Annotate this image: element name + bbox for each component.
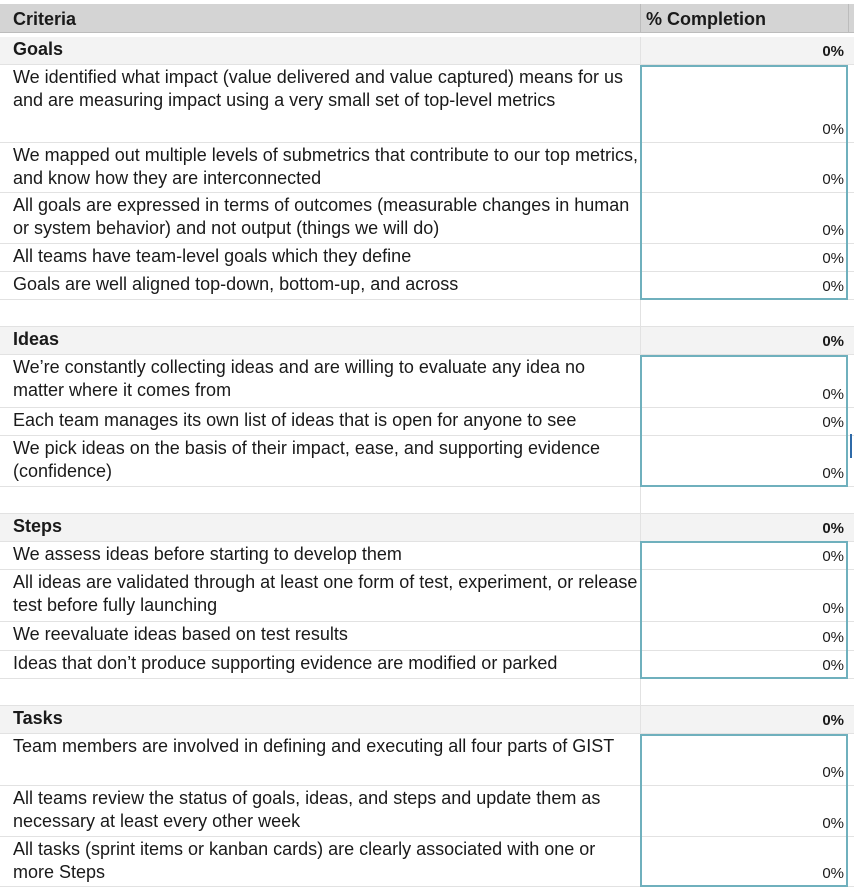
section-title: Steps (13, 516, 63, 536)
criteria-text: All ideas are validated through at least one form of test, experiment, or release test before fully launching (13, 572, 638, 615)
column-divider (640, 408, 641, 435)
cell-cursor-marker (850, 434, 852, 458)
empty-row (0, 679, 854, 706)
criteria-row[interactable] (0, 570, 854, 622)
completion-cell[interactable]: 0% (822, 121, 844, 138)
column-divider (640, 837, 641, 886)
completion-cell[interactable]: 0% (822, 815, 844, 832)
criteria-row[interactable] (0, 408, 854, 436)
criteria-text: We’re constantly collecting ideas and are willing to evaluate any idea no matter where it comes from (13, 357, 586, 400)
column-divider (640, 37, 641, 64)
section-title: Goals (13, 39, 64, 59)
criteria-row[interactable] (0, 436, 854, 487)
criteria-text: We reevaluate ideas based on test results (13, 624, 348, 644)
column-divider (640, 679, 641, 705)
column-divider (640, 786, 641, 836)
criteria-text: We pick ideas on the basis of their impact, ease, and supporting evidence (confidence) (13, 438, 601, 481)
criteria-row[interactable] (0, 65, 854, 143)
criteria-text: Ideas that don’t produce supporting evidence are modified or parked (13, 653, 558, 673)
column-divider (640, 487, 641, 513)
column-divider (640, 514, 641, 541)
column-divider (640, 355, 641, 407)
empty-row (0, 300, 854, 327)
criteria-row[interactable] (0, 622, 854, 651)
section-completion[interactable]: 0% (822, 520, 844, 537)
criteria-text: All teams review the status of goals, ideas, and steps and update them as necessary at least every other week (13, 788, 601, 831)
column-divider (640, 4, 641, 33)
empty-row (0, 487, 854, 514)
column-divider (640, 436, 641, 486)
column-divider (640, 193, 641, 243)
completion-cell[interactable]: 0% (822, 250, 844, 267)
column-divider (640, 65, 641, 142)
criteria-text: Goals are well aligned top-down, bottom-up, and across (13, 274, 459, 294)
completion-column-header[interactable]: % Completion (646, 9, 766, 29)
criteria-text: We identified what impact (value delivered and value captured) means for us and are measuring impact using a very small set of top-level metrics (13, 67, 623, 110)
criteria-row[interactable] (0, 542, 854, 570)
column-divider (640, 143, 641, 192)
column-divider (640, 272, 641, 299)
completion-cell[interactable]: 0% (822, 171, 844, 188)
criteria-row[interactable] (0, 651, 854, 679)
completion-cell[interactable]: 0% (822, 222, 844, 239)
column-divider (640, 300, 641, 326)
completion-cell[interactable]: 0% (822, 414, 844, 431)
criteria-row[interactable] (0, 193, 854, 244)
column-divider (640, 622, 641, 650)
criteria-text: Team members are involved in defining and executing all four parts of GIST (13, 736, 615, 756)
section-row-goals[interactable] (0, 37, 854, 65)
completion-cell[interactable]: 0% (822, 548, 844, 565)
column-divider (640, 542, 641, 569)
completion-cell[interactable]: 0% (822, 278, 844, 295)
criteria-text: We mapped out multiple levels of submetrics that contribute to our top metrics, and know how they are interconnected (13, 145, 638, 188)
criteria-row[interactable] (0, 143, 854, 193)
criteria-text: We assess ideas before starting to develop them (13, 544, 402, 564)
criteria-text: All goals are expressed in terms of outcomes (measurable changes in human or system behavior) and not output (things we will do) (13, 195, 630, 238)
section-row-steps[interactable] (0, 514, 854, 542)
column-divider (640, 706, 641, 733)
criteria-column-header[interactable]: Criteria (13, 9, 77, 29)
completion-cell[interactable]: 0% (822, 386, 844, 403)
column-divider (640, 570, 641, 621)
criteria-row[interactable] (0, 837, 854, 887)
completion-cell[interactable]: 0% (822, 764, 844, 781)
completion-cell[interactable]: 0% (822, 865, 844, 882)
criteria-text: Each team manages its own list of ideas that is open for anyone to see (13, 410, 577, 430)
column-divider (640, 651, 641, 678)
column-divider (640, 327, 641, 354)
criteria-text: All teams have team-level goals which they define (13, 246, 412, 266)
section-title: Ideas (13, 329, 60, 349)
section-completion[interactable]: 0% (822, 43, 844, 60)
completion-cell[interactable]: 0% (822, 600, 844, 617)
section-completion[interactable]: 0% (822, 712, 844, 729)
section-title: Tasks (13, 708, 63, 728)
criteria-row[interactable] (0, 355, 854, 408)
completion-cell[interactable]: 0% (822, 465, 844, 482)
column-divider (640, 244, 641, 271)
section-completion[interactable]: 0% (822, 333, 844, 350)
criteria-row[interactable] (0, 786, 854, 837)
criteria-row[interactable] (0, 272, 854, 300)
column-divider (640, 734, 641, 785)
section-row-ideas[interactable] (0, 327, 854, 355)
completion-cell[interactable]: 0% (822, 629, 844, 646)
header-row (0, 4, 854, 33)
criteria-row[interactable] (0, 734, 854, 786)
criteria-text: All tasks (sprint items or kanban cards) are clearly associated with one or more Steps (13, 839, 596, 882)
section-row-tasks[interactable] (0, 706, 854, 734)
completion-cell[interactable]: 0% (822, 657, 844, 674)
criteria-row[interactable] (0, 244, 854, 272)
column-divider (848, 4, 849, 33)
